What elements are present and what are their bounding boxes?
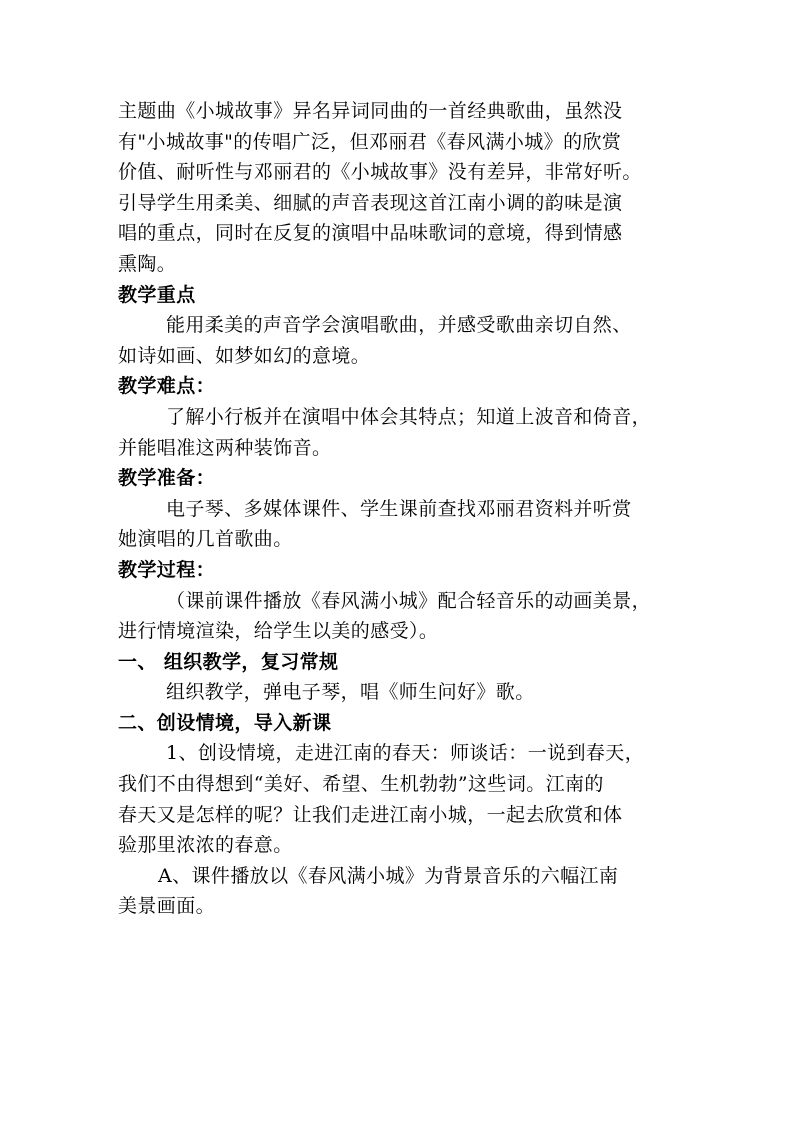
- difficulties-line: 了解小行板并在演唱中体会其特点；知道上波音和倚音，: [166, 405, 652, 428]
- difficulties-line: 并能唱准这两种装饰音。: [118, 436, 332, 459]
- process-heading: 教学过程：: [118, 558, 216, 581]
- difficulties-heading: 教学难点：: [118, 375, 216, 398]
- intro-line: 引导学生用柔美、细腻的声音表现这首江南小调的韵味是演: [118, 191, 623, 214]
- process-line: 进行情境渲染，给学生以美的感受）。: [118, 620, 439, 643]
- section2-paragraph: [118, 738, 684, 922]
- intro-line: 价值、耐听性与邓丽君的《小城故事》没有差异，非常好听。: [118, 161, 642, 184]
- key-points-paragraph: [118, 310, 684, 371]
- intro-line: 主题曲《小城故事》异名异词同曲的一首经典歌曲，虽然没: [118, 100, 623, 122]
- preparation-line: 电子琴、多媒体课件、学生课前查找邓丽君资料并听赏: [166, 497, 632, 520]
- section2-line: 美景画面。: [118, 895, 216, 918]
- preparation-heading: 教学准备：: [118, 467, 216, 490]
- process-paragraph: [118, 586, 684, 647]
- document-body: [118, 96, 684, 922]
- difficulties-paragraph: [118, 402, 684, 463]
- intro-line: 有"小城故事"的传唱广泛，但邓丽君《春风满小城》的欣赏: [118, 130, 622, 153]
- section2-line: 我们不由得想到“美好、希望、生机勃勃”这些词。江南的: [118, 773, 604, 796]
- section2-line: A、课件播放以《春风满小城》为背景音乐的六幅江南: [158, 864, 619, 887]
- preparation-line: 她演唱的几首歌曲。: [118, 528, 293, 551]
- key-points-line: 如诗如画、如梦如幻的意境。: [118, 344, 371, 367]
- section1-paragraph: [118, 677, 684, 708]
- section1-line: 组织教学，弹电子琴，唱《师生问好》歌。: [166, 681, 535, 704]
- section2-line: 1、创设情境，走进江南的春天：师谈话：一说到春天，: [166, 742, 645, 765]
- section1-heading: 一、 组织教学，复习常规: [118, 650, 339, 673]
- preparation-paragraph: [118, 494, 684, 555]
- intro-line: 唱的重点，同时在反复的演唱中品味歌词的意境，得到情感: [118, 222, 623, 245]
- intro-line: 熏陶。: [118, 252, 177, 275]
- section2-line: 验那里浓浓的春意。: [118, 834, 293, 857]
- section2-line: 春天又是怎样的呢？让我们走进江南小城，一起去欣赏和体: [118, 803, 623, 826]
- key-points-line: 能用柔美的声音学会演唱歌曲，并感受歌曲亲切自然、: [166, 314, 632, 337]
- process-line: （课前课件播放《春风满小城》配合轻音乐的动画美景，: [166, 589, 652, 612]
- key-points-heading: 教学重点: [118, 283, 196, 306]
- intro-paragraph: [118, 96, 684, 280]
- section2-heading: 二、创设情境，导入新课: [118, 711, 332, 734]
